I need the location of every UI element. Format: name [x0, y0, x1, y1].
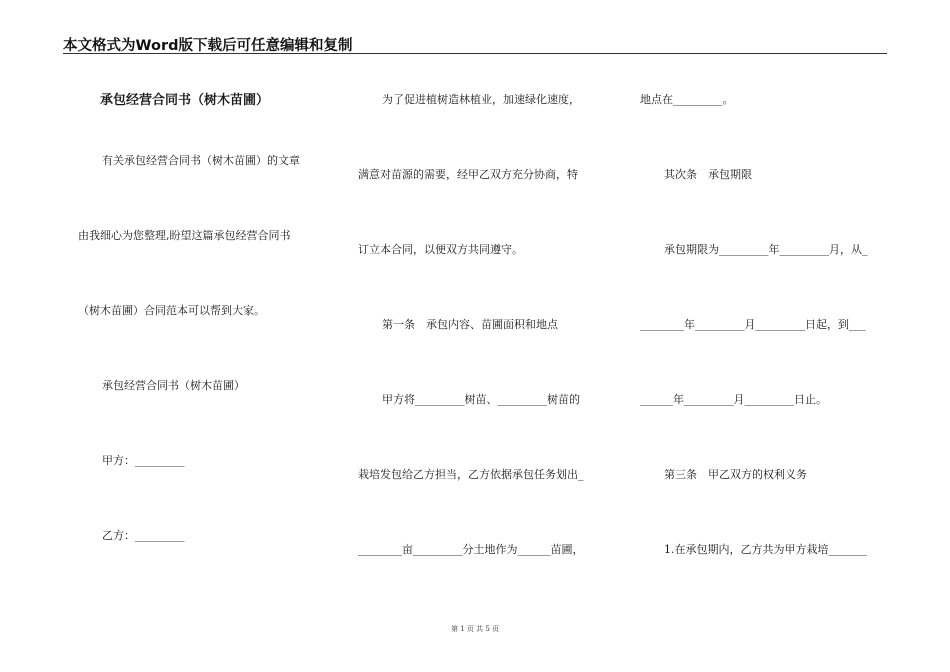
header-rule: [63, 53, 887, 54]
party-b-field: 乙方：_________: [102, 529, 185, 542]
article-2-heading: 其次条 承包期限: [664, 168, 752, 181]
col3-line-1: 地点在_________。: [640, 93, 734, 106]
page-number: 第 1 页 共 5 页: [450, 625, 500, 633]
col1-line-1: 有关承包经营合同书（树木苗圃）的文章: [102, 154, 300, 167]
col2-line-7: ________亩_________分土地作为______苗圃，: [358, 543, 584, 556]
col2-line-3: 订立本合同，以便双方共同遵守。: [358, 243, 523, 256]
col2-line-2: 满意对苗源的需要，经甲乙双方充分协商，特: [358, 168, 578, 181]
col1-line-3: （树木苗圃）合同范本可以帮到大家。: [78, 304, 265, 317]
col2-line-5: 甲方将_________树苗、_________树苗的: [382, 393, 580, 406]
col3-line-3: 承包期限为_________年_________月，从_: [664, 243, 868, 256]
col1-line-4: 承包经营合同书（树木苗圃）: [102, 379, 245, 392]
document-title: 承包经营合同书（树木苗圃）: [100, 93, 270, 108]
col3-line-4: ________年_________月_________日起，到___: [640, 318, 866, 331]
col3-line-5: ______年_________月_________日止。: [640, 393, 827, 406]
party-a-field: 甲方：_________: [102, 454, 185, 467]
article-3-heading: 第三条 甲乙双方的权利义务: [664, 468, 807, 481]
col2-line-6: 栽培发包给乙方担当，乙方依据承包任务划出_: [358, 468, 584, 481]
col2-line-1: 为了促进植树造林植业，加速绿化速度，: [382, 93, 580, 106]
col3-line-7: 1.在承包期内，乙方共为甲方栽培_______: [664, 543, 867, 556]
col1-line-2: 由我细心为您整理,盼望这篇承包经营合同书: [78, 229, 291, 242]
article-1-heading: 第一条 承包内容、苗圃面积和地点: [382, 318, 558, 331]
page-header: 本文格式为Word版下载后可任意编辑和复制: [63, 38, 353, 54]
